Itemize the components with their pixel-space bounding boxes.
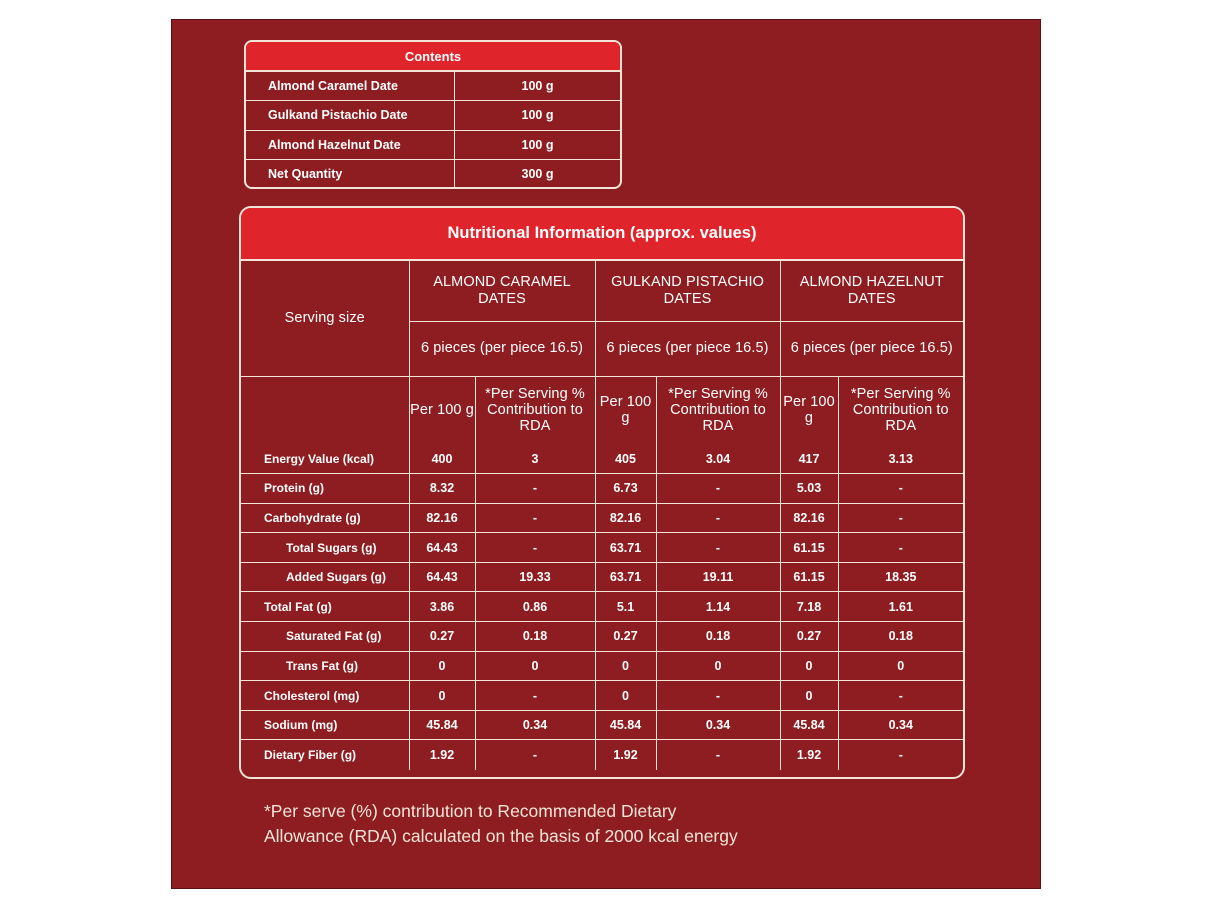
nutrient-label: Carbohydrate (g) [241,503,409,533]
rda-value: 0.86 [475,592,595,622]
rda-value: - [656,503,780,533]
nutrient-label: Protein (g) [241,474,409,504]
nutrient-row [241,740,963,770]
rda-value: 3.13 [838,444,963,474]
nutrient-label: Sodium (mg) [241,710,409,740]
per-100g-value: 63.71 [595,533,656,563]
per-100g-value: 1.92 [409,740,475,770]
product-name: ALMOND CARAMEL DATES [409,261,595,321]
per-100g-value: 5.1 [595,592,656,622]
rda-value: - [838,474,963,504]
rda-value: 3.04 [656,444,780,474]
rda-value: 0 [656,651,780,681]
contents-item-name: Almond Caramel Date [246,72,455,100]
rda-value: - [838,681,963,711]
nutrient-row [241,562,963,592]
per-100g-value: 0 [409,651,475,681]
nutrient-row [241,533,963,563]
per-100g-value: 0 [780,651,838,681]
rda-value: 18.35 [838,562,963,592]
contents-item-qty: 100 g [521,137,554,152]
serving-size-value: 6 pieces (per piece 16.5) [780,321,963,376]
rda-value: 0.18 [475,622,595,652]
per-100g-value: 8.32 [409,474,475,504]
rda-value: - [475,474,595,504]
nutrient-row [241,622,963,652]
nutrient-rows [241,444,963,770]
per-100g-value: 64.43 [409,562,475,592]
contents-item-name: Gulkand Pistachio Date [246,101,455,129]
per-100g-value: 400 [409,444,475,474]
rda-value: 0.18 [656,622,780,652]
nutrient-label: Total Fat (g) [241,592,409,622]
nutrient-label: Trans Fat (g) [241,651,409,681]
rda-value: - [838,740,963,770]
net-quantity-value: 300 g [521,167,554,182]
rda-value: - [475,503,595,533]
col-per-100g: Per 100 g [595,376,656,444]
per-100g-value: 45.84 [595,710,656,740]
footnote [264,799,738,849]
per-100g-value: 64.43 [409,533,475,563]
nutrient-row [241,444,963,474]
product-name: ALMOND HAZELNUT DATES [780,261,963,321]
per-100g-value: 82.16 [409,503,475,533]
footnote-line: Allowance (RDA) calculated on the basis of 2000 kcal energy [264,826,738,846]
per-100g-value: 45.84 [409,710,475,740]
nutrient-label: Cholesterol (mg) [241,681,409,711]
blank-header-cell [241,376,409,444]
contents-row [246,101,620,130]
per-100g-value: 1.92 [595,740,656,770]
contents-row [246,72,620,101]
col-rda: *Per Serving % Contribution to RDA [656,376,780,444]
serving-size-value: 6 pieces (per piece 16.5) [595,321,780,376]
col-per-100g: Per 100 g [409,376,475,444]
per-100g-value: 0 [780,681,838,711]
per-100g-value: 0 [595,651,656,681]
rda-value: - [656,474,780,504]
rda-value: 1.14 [656,592,780,622]
contents-row [246,131,620,160]
per-100g-value: 0.27 [409,622,475,652]
rda-value: - [838,533,963,563]
rda-value: - [475,740,595,770]
nutrient-label: Energy Value (kcal) [241,444,409,474]
per-100g-value: 405 [595,444,656,474]
serving-size-label: Serving size [241,261,409,376]
per-100g-value: 3.86 [409,592,475,622]
rda-value: - [656,533,780,563]
serving-size-value: 6 pieces (per piece 16.5) [409,321,595,376]
contents-item-qty: 100 g [521,79,554,94]
net-quantity-label: Net Quantity [246,160,455,189]
nutrient-row [241,710,963,740]
rda-value: 0.18 [838,622,963,652]
rda-value: 0.34 [838,710,963,740]
col-rda: *Per Serving % Contribution to RDA [475,376,595,444]
contents-table [244,40,622,189]
rda-value: 3 [475,444,595,474]
per-100g-value: 5.03 [780,474,838,504]
nutrient-label: Saturated Fat (g) [241,622,409,652]
rda-value: - [656,681,780,711]
rda-value: 0 [838,651,963,681]
per-100g-value: 1.92 [780,740,838,770]
per-100g-value: 61.15 [780,533,838,563]
rda-value: - [656,740,780,770]
nutrient-row [241,592,963,622]
per-100g-value: 6.73 [595,474,656,504]
rda-value: 1.61 [838,592,963,622]
contents-item-qty: 100 g [521,108,554,123]
nutrient-label: Total Sugars (g) [241,533,409,563]
nutrition-title: Nutritional Information (approx. values) [241,208,963,261]
nutrition-grid [241,261,963,770]
label-panel [171,19,1041,889]
contents-header: Contents [246,42,620,72]
per-100g-value: 0 [595,681,656,711]
per-100g-value: 61.15 [780,562,838,592]
rda-value: 0.34 [656,710,780,740]
nutrient-row [241,474,963,504]
rda-value: 0 [475,651,595,681]
per-100g-value: 45.84 [780,710,838,740]
per-100g-value: 0.27 [595,622,656,652]
per-100g-value: 7.18 [780,592,838,622]
per-100g-value: 417 [780,444,838,474]
per-100g-value: 82.16 [595,503,656,533]
nutrient-row [241,503,963,533]
nutrient-row [241,681,963,711]
nutrition-table [239,206,965,779]
rda-value: 0.34 [475,710,595,740]
per-100g-value: 63.71 [595,562,656,592]
rda-value: - [838,503,963,533]
nutrient-row [241,651,963,681]
contents-row-net-quantity [246,160,620,189]
rda-value: - [475,681,595,711]
per-100g-value: 82.16 [780,503,838,533]
footnote-line: *Per serve (%) contribution to Recommended Dietary [264,801,677,821]
product-name: GULKAND PISTACHIO DATES [595,261,780,321]
nutrient-label: Added Sugars (g) [241,562,409,592]
nutrient-label: Dietary Fiber (g) [241,740,409,770]
contents-item-name: Almond Hazelnut Date [246,131,455,159]
col-per-100g: Per 100 g [780,376,838,444]
per-100g-value: 0.27 [780,622,838,652]
col-rda: *Per Serving % Contribution to RDA [838,376,963,444]
rda-value: - [475,533,595,563]
per-100g-value: 0 [409,681,475,711]
rda-value: 19.11 [656,562,780,592]
rda-value: 19.33 [475,562,595,592]
